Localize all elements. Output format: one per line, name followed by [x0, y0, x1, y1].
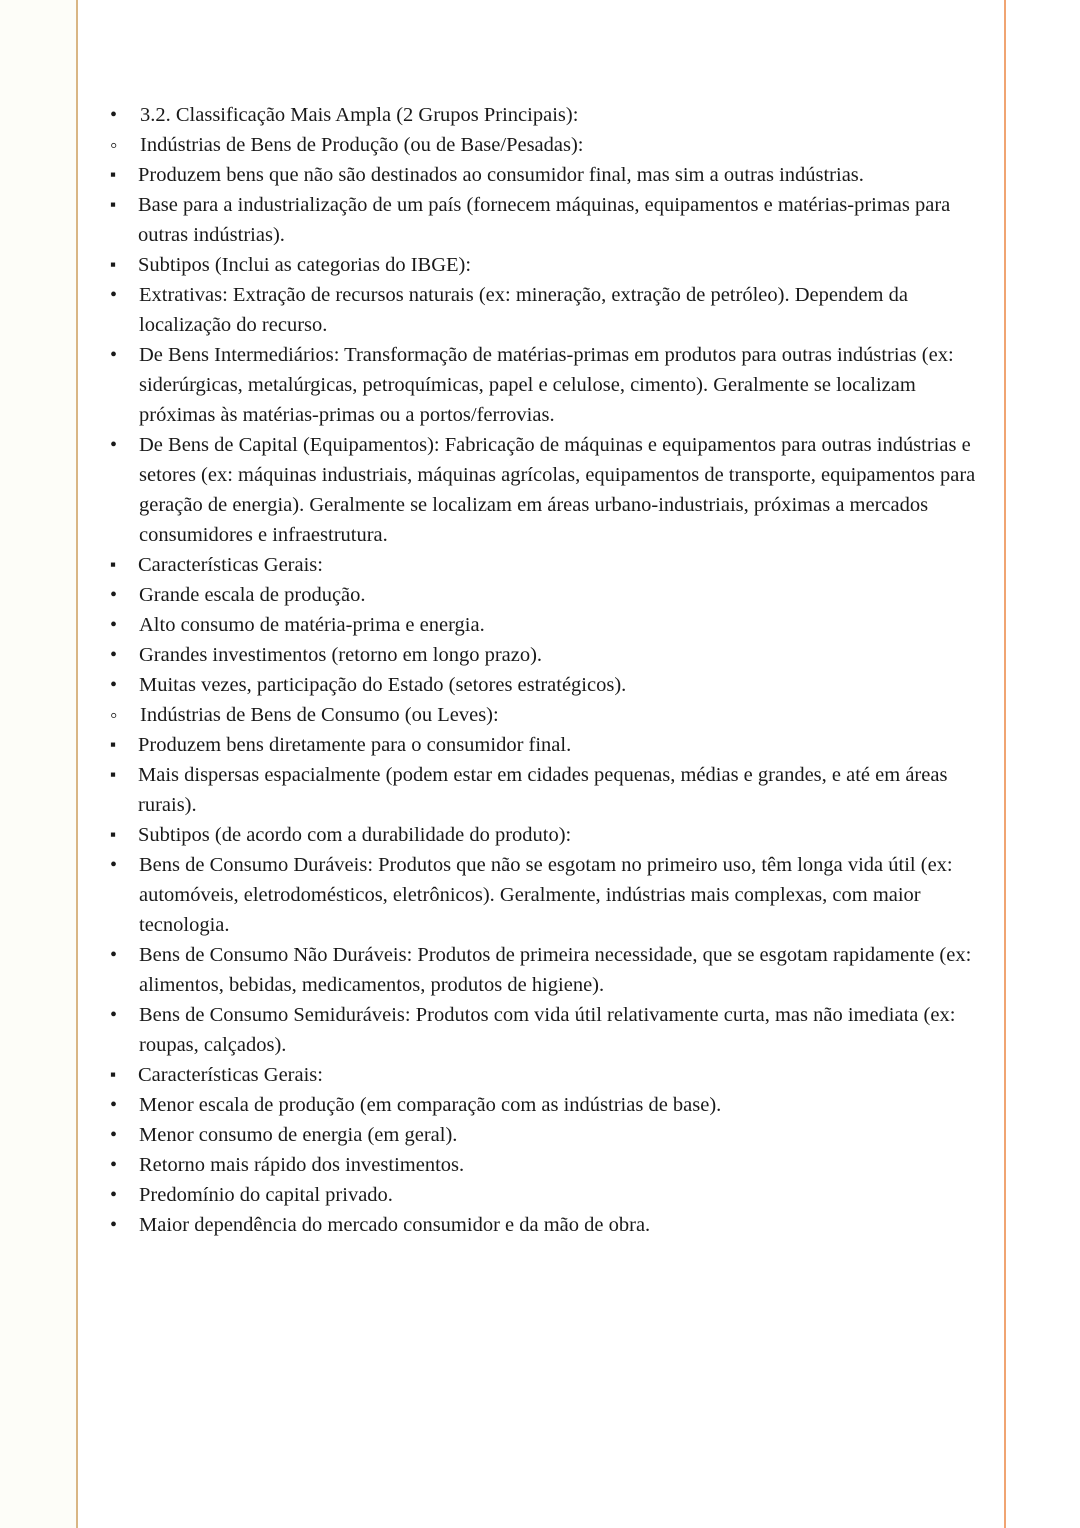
characteristic-text: Menor consumo de energia (em geral). [139, 1124, 458, 1146]
outline-row [110, 580, 985, 610]
characteristic-text: Muitas vezes, participação do Estado (setores estratégicos). [139, 674, 627, 696]
outline-item-characteristic [110, 1120, 985, 1150]
subtypes-label: Subtipos (Inclui as categorias do IBGE): [138, 254, 472, 276]
outline-item-characteristic [110, 1210, 985, 1240]
group-title: Indústrias de Bens de Produção (ou de Base/Pesadas): [140, 134, 584, 156]
disc-bullet-icon [110, 1150, 138, 1180]
outline-row [110, 1210, 985, 1240]
left-margin-rule [76, 0, 78, 1528]
outline-row [110, 1120, 985, 1150]
outline-item-subtype [110, 280, 985, 340]
outline-item-characteristic [110, 1150, 985, 1180]
outline-item-characteristic [110, 1090, 985, 1120]
subtype-list [110, 280, 985, 550]
circle-bullet-icon [110, 130, 138, 161]
outline-row [110, 670, 985, 700]
characteristic-text: Grandes investimentos (retorno em longo prazo). [139, 644, 543, 666]
characteristics-label: Características Gerais: [138, 1064, 323, 1086]
document-content [110, 100, 985, 1240]
outline-row [110, 610, 985, 640]
disc-bullet-icon [110, 1210, 138, 1240]
disc-bullet-icon [110, 1000, 138, 1030]
outline-item-subtypes [110, 820, 985, 1060]
outline-item-group [110, 130, 985, 700]
outline-row [110, 250, 985, 280]
characteristic-list [110, 580, 985, 700]
square-bullet-icon [110, 159, 138, 190]
square-bullet-icon [110, 759, 138, 790]
outline-row [110, 760, 985, 820]
characteristic-text: Grande escala de produção. [139, 584, 366, 606]
outline-item-characteristic [110, 610, 985, 640]
outline-item-subtypes [110, 250, 985, 550]
disc-bullet-icon [110, 1090, 138, 1120]
disc-bullet-icon [110, 940, 138, 970]
left-gutter-tint [0, 0, 76, 1528]
characteristic-list [110, 1090, 985, 1240]
outline-row [110, 340, 985, 430]
disc-bullet-icon [110, 1180, 138, 1210]
outline-row [110, 1090, 985, 1120]
outline-row [110, 280, 985, 340]
disc-bullet-icon [110, 580, 138, 610]
right-margin-rule [1004, 0, 1006, 1528]
disc-bullet-icon [110, 430, 138, 460]
heading-text: 3.2. Classificação Mais Ampla (2 Grupos Principais): [140, 104, 579, 126]
characteristic-text: Menor escala de produção (em comparação com as indústrias de base). [139, 1094, 722, 1116]
subtypes-label: Subtipos (de acordo com a durabilidade do produto): [138, 824, 572, 846]
square-bullet-icon [110, 189, 138, 220]
disc-bullet-icon [110, 100, 138, 130]
outline-row [110, 850, 985, 940]
characteristic-text: Retorno mais rápido dos investimentos. [139, 1154, 465, 1176]
outline-item-group [110, 700, 985, 1240]
square-bullet-icon [110, 819, 138, 850]
square-bullet-icon [110, 729, 138, 760]
point-text: Mais dispersas espacialmente (podem estar em cidades pequenas, médias e grandes, e até em áreas rurais). [138, 764, 948, 816]
outline-row [110, 820, 985, 850]
characteristic-text: Predomínio do capital privado. [139, 1184, 393, 1206]
point-text: Produzem bens que não são destinados ao consumidor final, mas sim a outras indústrias. [138, 164, 864, 186]
outline-item-point [110, 160, 985, 190]
outline-item-subtype [110, 940, 985, 1000]
outline-row [110, 640, 985, 670]
characteristics-label: Características Gerais: [138, 554, 323, 576]
characteristic-text: Maior dependência do mercado consumidor e da mão de obra. [139, 1214, 651, 1236]
outline-root [110, 100, 985, 1240]
subtype-text: Bens de Consumo Semiduráveis: Produtos com vida útil relativamente curta, mas não imediata (ex: roupas, calçados). [139, 1004, 956, 1056]
outline-item-subtype [110, 430, 985, 550]
disc-bullet-icon [110, 610, 138, 640]
outline-row [110, 730, 985, 760]
outline-item-characteristics [110, 1060, 985, 1240]
outline-row [110, 430, 985, 550]
group-body [110, 730, 985, 1240]
disc-bullet-icon [110, 850, 138, 880]
outline-row [110, 100, 985, 130]
outline-item-point [110, 760, 985, 820]
outline-row [110, 130, 985, 160]
outline-row [110, 550, 985, 580]
group-body [110, 160, 985, 700]
outline-item-subtype [110, 340, 985, 430]
disc-bullet-icon [110, 340, 138, 370]
disc-bullet-icon [110, 670, 138, 700]
outline-item-subtype [110, 1000, 985, 1060]
subtype-text: Bens de Consumo Duráveis: Produtos que não se esgotam no primeiro uso, têm longa vida útil (ex: automóveis, eletrodomésticos, eletrônicos). Geralmente, indústrias mais complexas, com maior tecnologia. [139, 854, 953, 936]
subtype-text: De Bens Intermediários: Transformação de matérias-primas em produtos para outras indústrias (ex: siderúrgicas, metalúrgicas, petroquímicas, papel e celulose, cimento). Geralmente se localizam próximas às matérias-primas ou a portos/ferrovias. [139, 344, 954, 426]
outline-row [110, 1150, 985, 1180]
outline-row [110, 190, 985, 250]
outline-row [110, 1000, 985, 1060]
outline-item-characteristic [110, 580, 985, 610]
outline-item-subtype [110, 850, 985, 940]
point-text: Base para a industrialização de um país (fornecem máquinas, equipamentos e matérias-primas para outras indústrias). [138, 194, 951, 246]
disc-bullet-icon [110, 1120, 138, 1150]
circle-bullet-icon [110, 700, 138, 731]
disc-bullet-icon [110, 280, 138, 310]
outline-item-characteristic [110, 670, 985, 700]
subtype-text: De Bens de Capital (Equipamentos): Fabricação de máquinas e equipamentos para outras indústrias e setores (ex: máquinas industriais, máquinas agrícolas, equipamentos de transporte, equipamentos para geração de energia). Geralmente se localizam em áreas urbano-industriais, próximas a mercados consumidores e infraestrutura. [139, 434, 976, 546]
disc-bullet-icon [110, 640, 138, 670]
outline-row [110, 1180, 985, 1210]
group-title: Indústrias de Bens de Consumo (ou Leves): [140, 704, 499, 726]
outline-item-characteristic [110, 640, 985, 670]
outline-item-point [110, 730, 985, 760]
characteristic-text: Alto consumo de matéria-prima e energia. [139, 614, 485, 636]
outline-row [110, 940, 985, 1000]
subtype-text: Extrativas: Extração de recursos naturais (ex: mineração, extração de petróleo). Dependem da localização do recurso. [139, 284, 908, 336]
group-list [110, 130, 985, 1240]
outline-item-point [110, 190, 985, 250]
outline-item-heading [110, 100, 985, 1240]
outline-row [110, 1060, 985, 1090]
square-bullet-icon [110, 1059, 138, 1090]
point-text: Produzem bens diretamente para o consumidor final. [138, 734, 572, 756]
outline-item-characteristics [110, 550, 985, 700]
outline-row [110, 700, 985, 730]
subtype-list [110, 850, 985, 1060]
square-bullet-icon [110, 249, 138, 280]
outline-row [110, 160, 985, 190]
outline-item-characteristic [110, 1180, 985, 1210]
square-bullet-icon [110, 549, 138, 580]
subtype-text: Bens de Consumo Não Duráveis: Produtos de primeira necessidade, que se esgotam rapidamente (ex: alimentos, bebidas, medicamentos, produtos de higiene). [139, 944, 972, 996]
